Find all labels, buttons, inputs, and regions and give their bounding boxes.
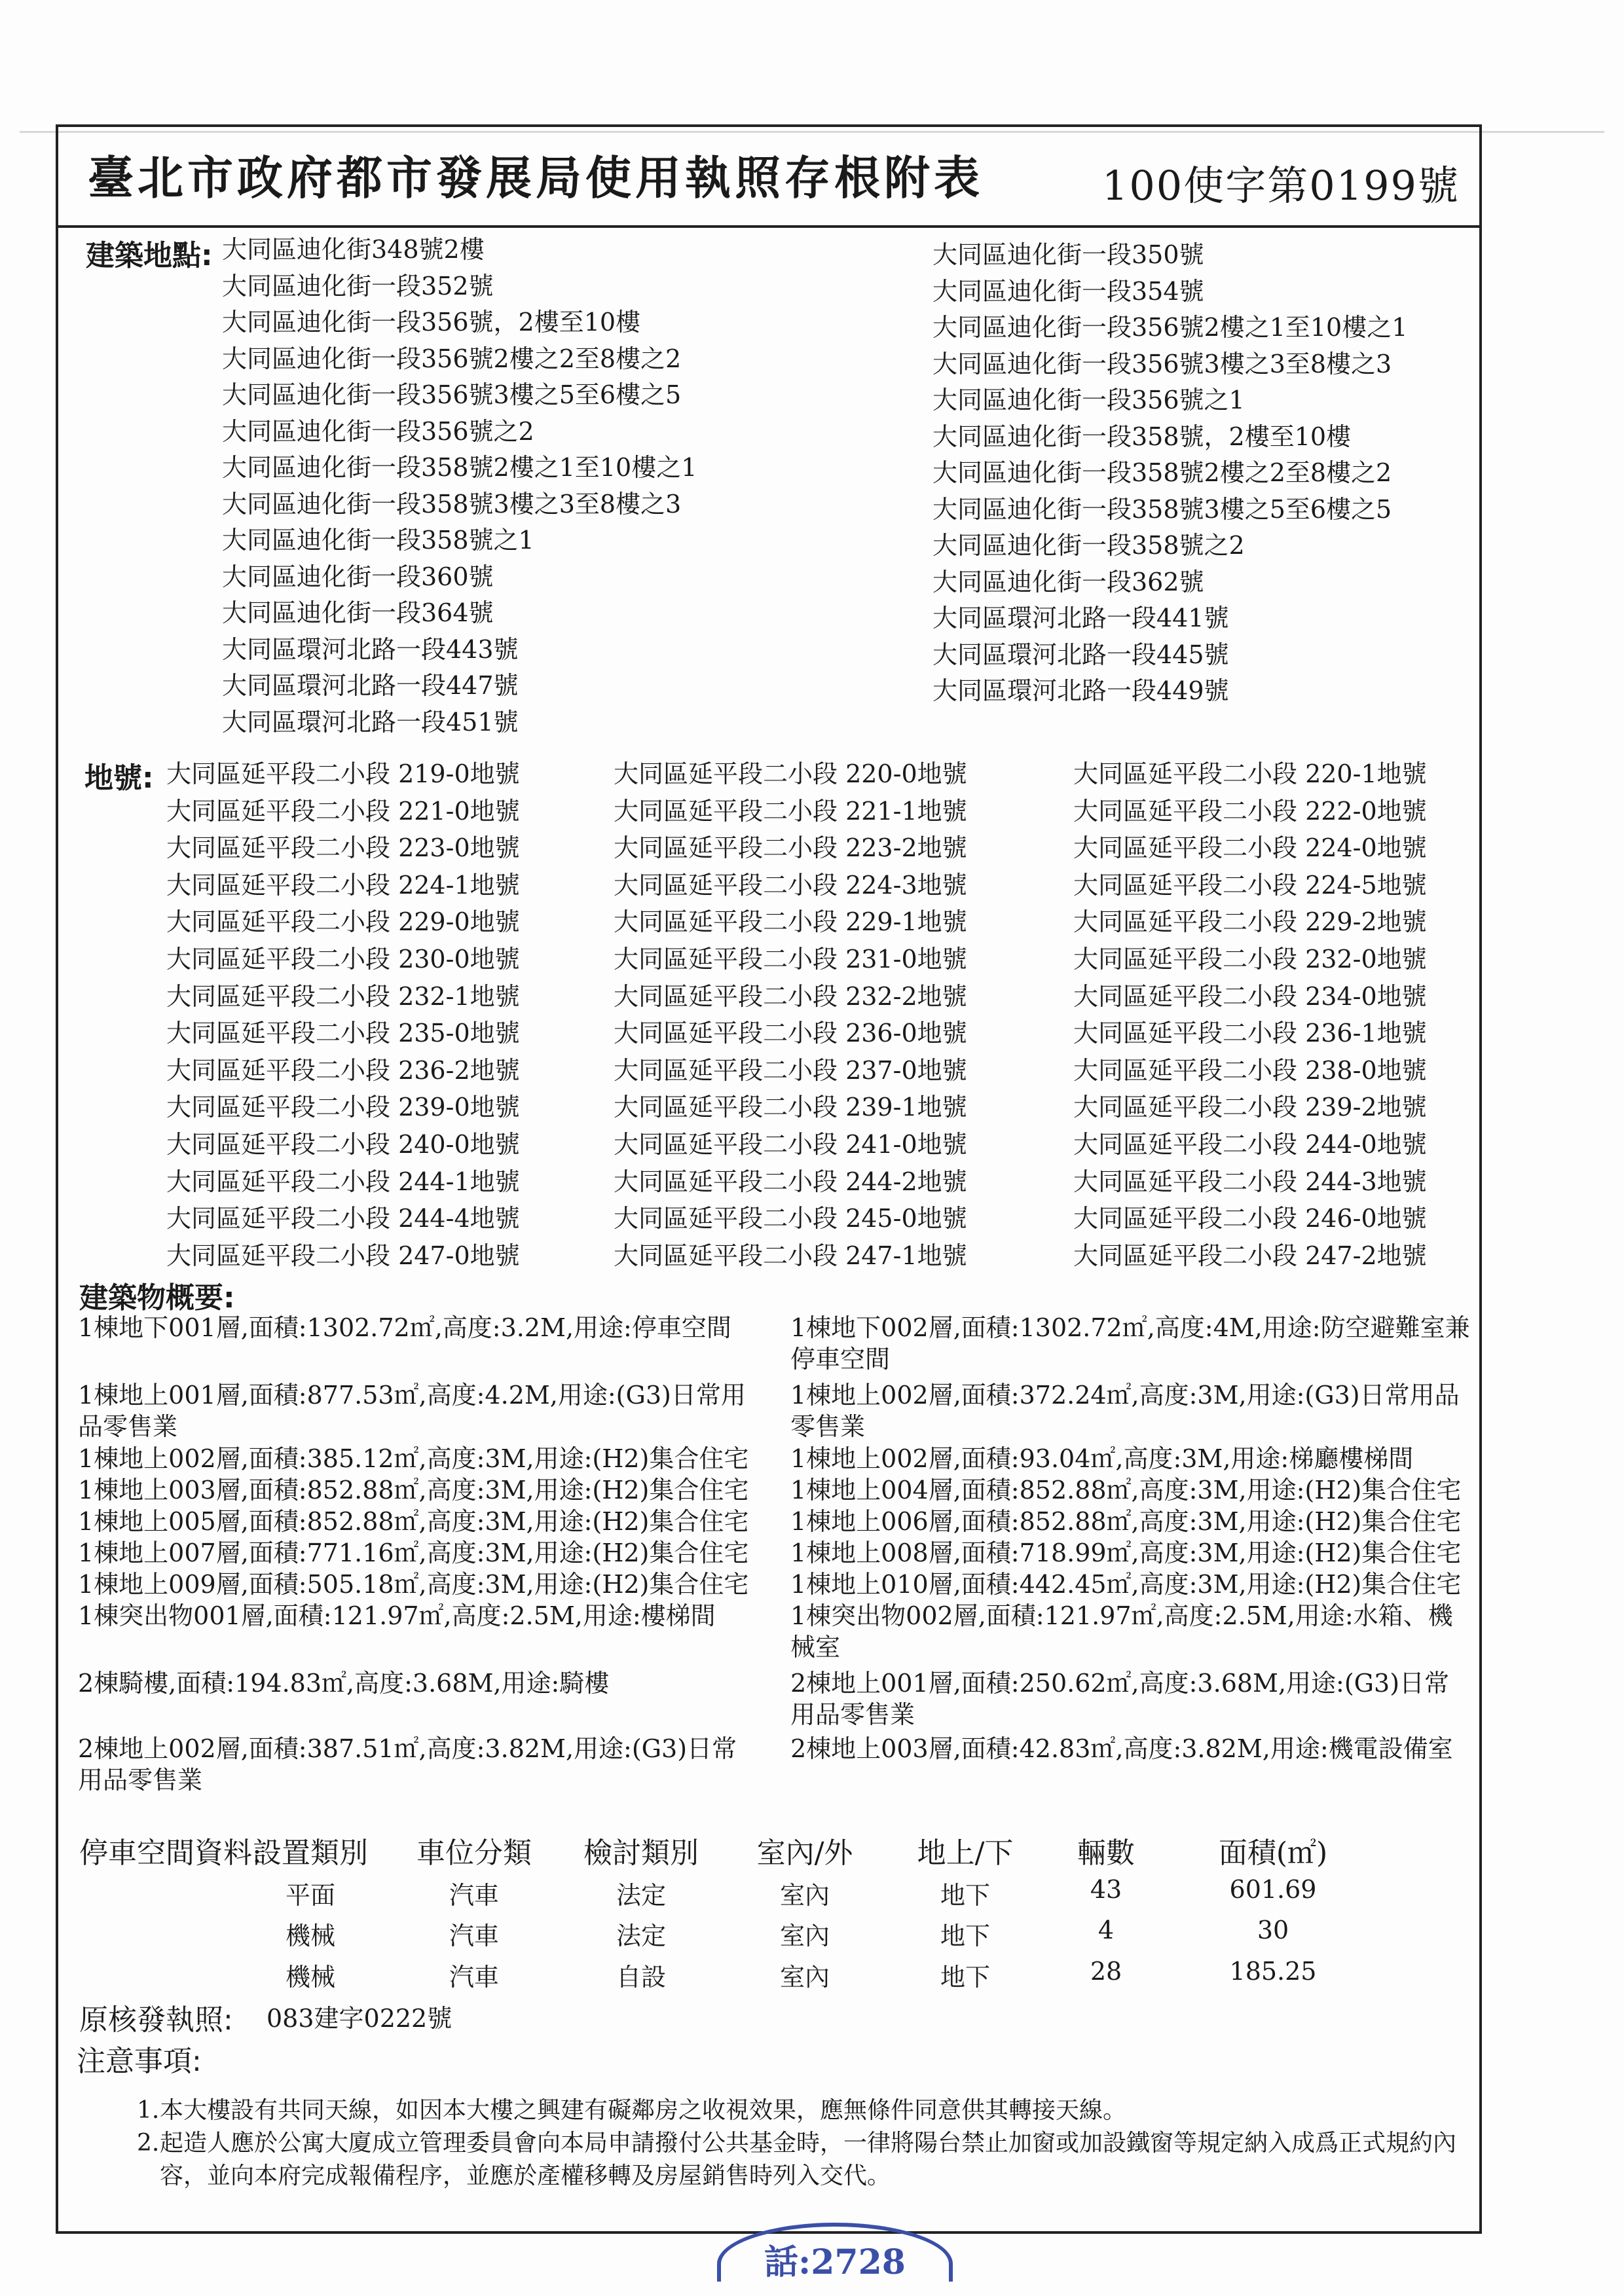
lot-number-item: 大同區延平段二小段 247-0地號: [166, 1241, 520, 1270]
location-address-item: 大同區迪化街一段352號: [222, 271, 494, 301]
lot-number-item: 大同區延平段二小段 236-0地號: [614, 1019, 967, 1048]
building-floor-item: 1棟地上004層,面積:852.88㎡,高度:3M,用途:(H2)集合住宅: [790, 1476, 1462, 1504]
lot-number-item: 大同區延平段二小段 224-0地號: [1073, 833, 1427, 863]
lot-number-item: 大同區延平段二小段 238-0地號: [1073, 1055, 1427, 1085]
parking-column-header: 輛數: [1077, 1836, 1135, 1870]
lot-number-item: 大同區延平段二小段 235-0地號: [166, 1019, 520, 1048]
location-address-item: 大同區迪化街一段358號2樓之1至10樓之1: [222, 453, 697, 482]
parking-column-header: 車位分類: [416, 1836, 532, 1870]
phone-stamp-text: 話:2728: [764, 2242, 906, 2282]
lot-number-item: 大同區延平段二小段 223-2地號: [614, 833, 967, 863]
location-address-item: 大同區迪化街一段358號2樓之2至8樓之2: [932, 458, 1392, 487]
lot-number-item: 大同區延平段二小段 224-1地號: [166, 870, 520, 900]
lot-number-item: 大同區延平段二小段 231-0地號: [614, 944, 967, 974]
location-address-item: 大同區迪化街一段356號之2: [222, 416, 534, 446]
parking-table-cell: 室內: [779, 1881, 830, 1910]
notes-label: 注意事項:: [77, 2045, 202, 2078]
lots-column-2: [614, 756, 967, 1274]
parking-table-cell: 28: [1090, 1957, 1122, 1986]
parking-table-cell: 汽車: [449, 1963, 500, 1992]
building-floor-item: 1棟地上007層,面積:771.16㎡,高度:3M,用途:(H2)集合住宅: [78, 1539, 749, 1567]
lots-column-1: [166, 756, 520, 1274]
note-item: [98, 2094, 1486, 2127]
location-address-item: 大同區迪化街一段358號之2: [932, 531, 1245, 560]
lot-number-item: 大同區延平段二小段 246-0地號: [1073, 1204, 1427, 1233]
lot-number-item: 大同區延平段二小段 232-0地號: [1073, 944, 1427, 974]
parking-table-cell: 自設: [616, 1963, 667, 1992]
lot-number-item: 大同區延平段二小段 229-1地號: [614, 907, 967, 937]
lot-number-item: 大同區延平段二小段 244-1地號: [166, 1167, 520, 1196]
parking-column-header: 面積(㎡): [1218, 1836, 1328, 1870]
note-item: [98, 2127, 1486, 2193]
parking-table-cell: 汽車: [449, 1881, 500, 1910]
building-floor-item: 1棟地上002層,面積:372.24㎡,高度:3M,用途:(G3)日常用品零售業: [790, 1381, 1460, 1441]
lot-number-item: 大同區延平段二小段 245-0地號: [614, 1204, 967, 1233]
parking-table-cell: 43: [1090, 1875, 1122, 1904]
parking-table-cell: 法定: [616, 1881, 667, 1910]
location-address-item: 大同區迪化街一段350號: [932, 240, 1204, 269]
parking-column-header: 檢討類別: [583, 1836, 699, 1870]
lot-number-item: 大同區延平段二小段 237-0地號: [614, 1055, 967, 1085]
building-floor-item: 1棟地上005層,面積:852.88㎡,高度:3M,用途:(H2)集合住宅: [78, 1507, 749, 1536]
lot-number-item: 大同區延平段二小段 236-1地號: [1073, 1019, 1427, 1048]
location-address-item: 大同區環河北路一段451號: [222, 707, 519, 737]
parking-table-cell: 4: [1098, 1916, 1115, 1944]
lot-number-item: 大同區延平段二小段 239-0地號: [166, 1093, 520, 1122]
parking-table-cell: 地下: [940, 1963, 991, 1992]
parking-table-cell: 室內: [779, 1922, 830, 1950]
lot-number-item: 大同區延平段二小段 221-1地號: [614, 796, 967, 826]
parking-column-header: 設置類別: [253, 1836, 368, 1870]
parking-column-header: 室內/外: [756, 1836, 853, 1870]
parking-table-cell: 地下: [940, 1881, 991, 1910]
location-address-item: 大同區迪化街一段362號: [932, 567, 1204, 596]
title-row: [58, 127, 1479, 228]
building-floor-item: 2棟地上001層,面積:250.62㎡,高度:3.68M,用途:(G3)日常用品零售業: [790, 1669, 1450, 1729]
lot-number-item: 大同區延平段二小段 232-1地號: [166, 981, 520, 1011]
parking-table-cell: 汽車: [449, 1922, 500, 1950]
lot-number-item: 大同區延平段二小段 220-1地號: [1073, 759, 1427, 788]
location-label: 建築地點:: [86, 239, 213, 272]
lot-number-item: 大同區延平段二小段 229-0地號: [166, 907, 520, 937]
lot-number-item: 大同區延平段二小段 234-0地號: [1073, 981, 1427, 1011]
parking-table-cell: 601.69: [1229, 1875, 1317, 1904]
building-floor-item: 1棟地上006層,面積:852.88㎡,高度:3M,用途:(H2)集合住宅: [790, 1507, 1462, 1536]
lot-number-item: 大同區延平段二小段 247-2地號: [1073, 1241, 1427, 1270]
location-address-item: 大同區環河北路一段443號: [222, 634, 519, 664]
parking-table-cell: 室內: [779, 1963, 830, 1992]
location-address-item: 大同區迪化街一段356號，2樓至10樓: [222, 308, 641, 337]
lot-number-item: 大同區延平段二小段 244-4地號: [166, 1204, 520, 1233]
lot-number-item: 大同區延平段二小段 224-3地號: [614, 870, 967, 900]
lot-number-item: 大同區延平段二小段 221-0地號: [166, 796, 520, 826]
lot-number-item: 大同區延平段二小段 239-2地號: [1073, 1093, 1427, 1122]
location-address-item: 大同區環河北路一段447號: [222, 671, 519, 700]
location-address-item: 大同區迪化街一段356號3樓之3至8樓之3: [932, 349, 1392, 378]
notes-list: [98, 2094, 1486, 2193]
original-permit-value: 083建字0222號: [267, 2004, 452, 2033]
parking-table-cell: 法定: [616, 1922, 667, 1950]
building-floor-item: 1棟地下002層,面積:1302.72㎡,高度:4M,用途:防空避難室兼停車空間: [790, 1313, 1470, 1374]
building-floor-item: 1棟突出物002層,面積:121.97㎡,高度:2.5M,用途:水箱、機械室: [790, 1601, 1453, 1662]
lot-number-item: 大同區延平段二小段 244-0地號: [1073, 1129, 1427, 1159]
location-address-item: 大同區迪化街一段358號3樓之5至6樓之5: [932, 494, 1392, 524]
note-number: 2.: [137, 2130, 160, 2157]
lot-number-item: 大同區延平段二小段 220-0地號: [614, 759, 967, 788]
location-address-item: 大同區迪化街一段356號3樓之5至6樓之5: [222, 380, 682, 409]
parking-table-cell: 機械: [285, 1963, 336, 1992]
lot-number-item: 大同區延平段二小段 224-5地號: [1073, 870, 1427, 900]
lot-number-item: 大同區延平段二小段 232-2地號: [614, 981, 967, 1011]
document-frame: [56, 124, 1482, 2234]
original-permit-label: 原核發執照:: [79, 2003, 233, 2037]
parking-table-cell: 平面: [285, 1881, 336, 1910]
building-floor-item: 1棟地上002層,面積:385.12㎡,高度:3M,用途:(H2)集合住宅: [78, 1444, 749, 1473]
building-floor-item: 1棟地上008層,面積:718.99㎡,高度:3M,用途:(H2)集合住宅: [790, 1539, 1462, 1567]
parking-table-cell: 地下: [940, 1922, 991, 1950]
lot-number-item: 大同區延平段二小段 219-0地號: [166, 759, 520, 788]
note-number: 1.: [137, 2097, 160, 2124]
permit-number: 100使字第0199號: [1101, 162, 1460, 210]
lot-number-item: 大同區延平段二小段 239-1地號: [614, 1093, 967, 1122]
parking-table-cell: 30: [1257, 1916, 1289, 1944]
building-floor-item: 1棟地下001層,面積:1302.72㎡,高度:3.2M,用途:停車空間: [78, 1313, 731, 1342]
parking-column-header: 地上/下: [917, 1836, 1014, 1870]
lots-label: 地號:: [84, 761, 154, 795]
building-label: 建築物概要:: [79, 1281, 235, 1315]
location-right-list: [932, 237, 1407, 710]
lot-number-item: 大同區延平段二小段 240-0地號: [166, 1129, 520, 1159]
lot-number-item: 大同區延平段二小段 247-1地號: [614, 1241, 967, 1270]
parking-table-cell: 185.25: [1229, 1957, 1317, 1986]
lot-number-item: 大同區延平段二小段 241-0地號: [614, 1129, 967, 1159]
building-floor-item: 1棟地上001層,面積:877.53㎡,高度:4.2M,用途:(G3)日常用品零售業: [78, 1381, 746, 1441]
lot-number-item: 大同區延平段二小段 236-2地號: [166, 1055, 520, 1085]
lots-column-3: [1073, 756, 1427, 1274]
lot-number-item: 大同區延平段二小段 244-2地號: [614, 1167, 967, 1196]
building-floor-item: 2棟地上003層,面積:42.83㎡,高度:3.82M,用途:機電設備室: [790, 1734, 1453, 1763]
location-address-item: 大同區迪化街一段354號: [932, 276, 1204, 306]
document-title: 臺北市政府都市發展局使用執照存根附表: [88, 151, 984, 205]
note-text: 本大樓設有共同天線，如因本大樓之興建有礙鄰房之收視效果，應無條件同意供其轉接天線。: [160, 2097, 1127, 2124]
parking-table-cell: 機械: [285, 1922, 336, 1950]
building-floor-item: 1棟地上010層,面積:442.45㎡,高度:3M,用途:(H2)集合住宅: [790, 1570, 1462, 1599]
location-address-item: 大同區迪化街一段364號: [222, 598, 494, 627]
location-address-item: 大同區迪化街一段358號，2樓至10樓: [932, 422, 1352, 451]
location-address-item: 大同區環河北路一段441號: [932, 604, 1229, 632]
location-address-item: 大同區迪化街一段358號之1: [222, 526, 534, 555]
note-text: 起造人應於公寓大廈成立管理委員會向本局申請撥付公共基金時，一律將陽台禁止加窗或加設鐵窗等規定納入成爲正式規約內容，並向本府完成報備程序，並應於產權移轉及房屋銷售時列入交代。: [160, 2130, 1457, 2189]
location-left-list: [222, 232, 697, 740]
location-address-item: 大同區迪化街348號2樓: [222, 235, 485, 264]
parking-label: 停車空間資料:: [79, 1836, 262, 1870]
building-floor-item: 1棟地上003層,面積:852.88㎡,高度:3M,用途:(H2)集合住宅: [78, 1476, 749, 1504]
lot-number-item: 大同區延平段二小段 229-2地號: [1073, 907, 1427, 937]
building-floor-item: 1棟地上002層,面積:93.04㎡,高度:3M,用途:梯廳樓梯間: [790, 1444, 1414, 1473]
location-address-item: 大同區迪化街一段360號: [222, 562, 494, 591]
building-floor-item: 1棟突出物001層,面積:121.97㎡,高度:2.5M,用途:樓梯間: [78, 1601, 716, 1630]
location-address-item: 大同區迪化街一段356號2樓之2至8樓之2: [222, 344, 682, 373]
location-address-item: 大同區迪化街一段358號3樓之3至8樓之3: [222, 489, 682, 519]
location-address-item: 大同區迪化街一段356號2樓之1至10樓之1: [932, 313, 1408, 342]
lot-number-item: 大同區延平段二小段 222-0地號: [1073, 796, 1427, 826]
building-floor-item: 1棟地上009層,面積:505.18㎡,高度:3M,用途:(H2)集合住宅: [78, 1570, 749, 1599]
location-address-item: 大同區環河北路一段449號: [932, 676, 1229, 705]
building-floor-item: 2棟地上002層,面積:387.51㎡,高度:3.82M,用途:(G3)日常用品零售業: [78, 1734, 737, 1795]
building-floor-item: 2棟騎樓,面積:194.83㎡,高度:3.68M,用途:騎樓: [78, 1669, 610, 1698]
lot-number-item: 大同區延平段二小段 230-0地號: [166, 944, 520, 974]
lot-number-item: 大同區延平段二小段 244-3地號: [1073, 1167, 1427, 1196]
location-address-item: 大同區環河北路一段445號: [932, 640, 1229, 669]
lot-number-item: 大同區延平段二小段 223-0地號: [166, 833, 520, 863]
location-address-item: 大同區迪化街一段356號之1: [932, 386, 1245, 414]
